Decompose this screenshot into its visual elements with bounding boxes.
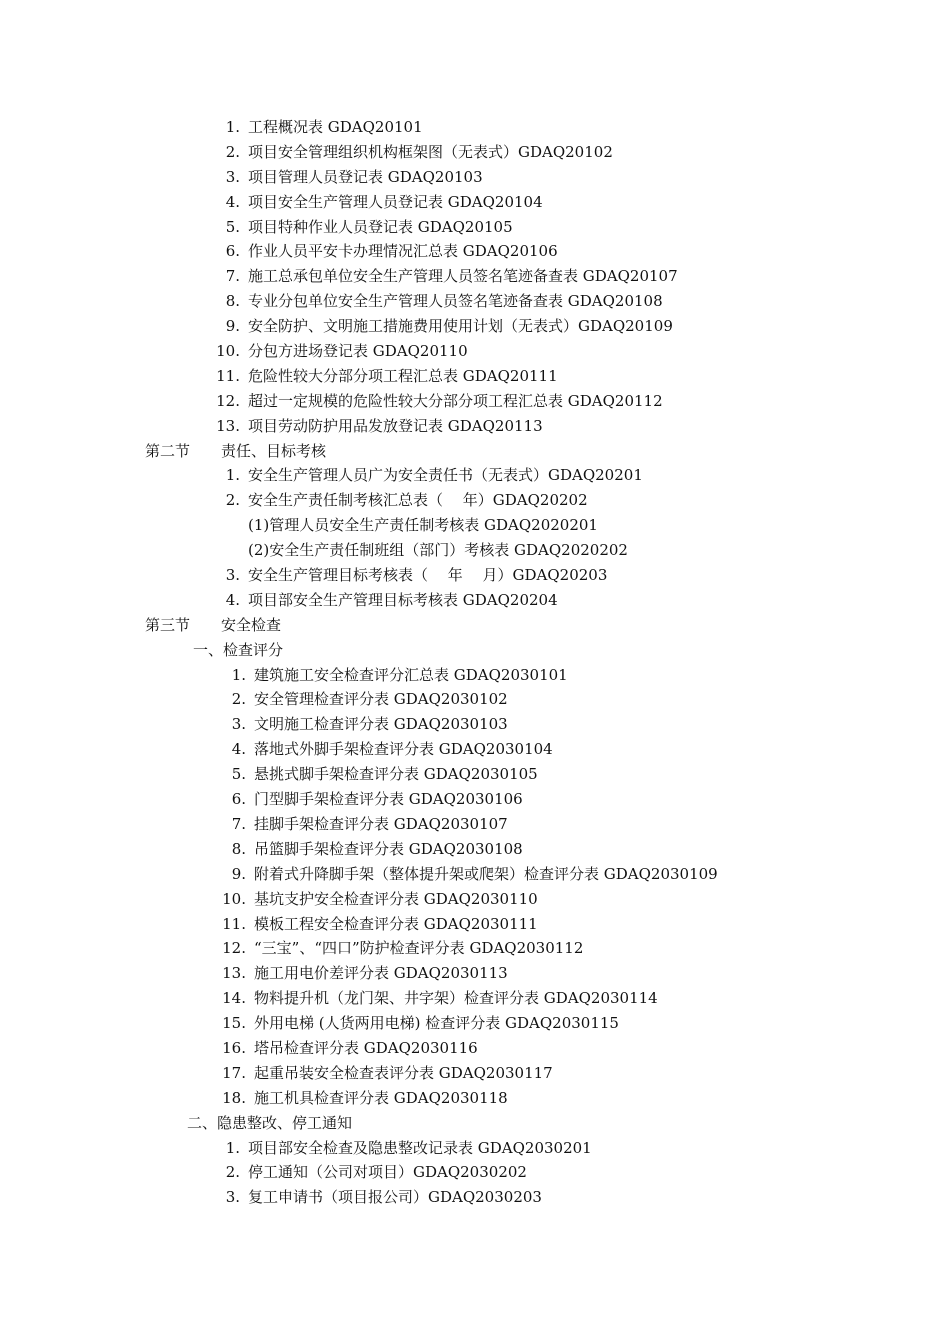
list-item <box>0 463 950 488</box>
item-number: 6. <box>225 242 240 261</box>
list-item <box>0 389 950 414</box>
list-item <box>0 264 950 289</box>
item-text: 安全生产管理目标考核表（ 年 月）GDAQ20203 <box>248 566 608 585</box>
list-item <box>0 912 950 937</box>
item-text: 危险性较大分部分项工程汇总表 GDAQ20111 <box>248 366 558 385</box>
item-number: 10. <box>222 889 246 908</box>
list-item <box>0 488 950 513</box>
item-text: 附着式升降脚手架（整体提升架或爬架）检查评分表 GDAQ2030109 <box>254 864 718 883</box>
list-item <box>0 787 950 812</box>
item-text: 施工总承包单位安全生产管理人员签名笔迹备查表 GDAQ20107 <box>248 267 678 286</box>
section-label: 第三节 <box>145 615 191 634</box>
item-number: 3. <box>231 715 246 734</box>
list-item <box>0 986 950 1011</box>
item-text: 安全生产责任制考核汇总表（ 年）GDAQ20202 <box>248 491 588 510</box>
item-number: 13. <box>216 416 240 435</box>
sub-item-text: (2)安全生产责任制班组（部门）考核表 GDAQ2020202 <box>248 541 628 560</box>
section-title: 安全检查 <box>221 615 282 634</box>
subsection-title: 一、检查评分 <box>193 640 284 659</box>
sub-item-text: (1)管理人员安全生产责任制考核表 GDAQ2020201 <box>248 516 598 535</box>
subsection-heading <box>0 638 950 663</box>
item-text: 门型脚手架检查评分表 GDAQ2030106 <box>254 790 523 809</box>
list-item <box>0 862 950 887</box>
item-number: 9. <box>225 317 240 336</box>
item-text: 挂脚手架检查评分表 GDAQ2030107 <box>254 814 508 833</box>
sub-item <box>0 538 950 563</box>
item-text: 施工用电价差评分表 GDAQ2030113 <box>254 964 508 983</box>
item-text: 安全生产管理人员广为安全责任书（无表式）GDAQ20201 <box>248 466 643 485</box>
item-text: 项目部安全生产管理目标考核表 GDAQ20204 <box>248 590 558 609</box>
item-text: 安全管理检查评分表 GDAQ2030102 <box>254 690 508 709</box>
item-number: 6. <box>231 790 246 809</box>
item-number: 1. <box>225 1138 240 1157</box>
item-text: 超过一定规模的危险性较大分部分项工程汇总表 GDAQ20112 <box>248 391 663 410</box>
item-text: 模板工程安全检查评分表 GDAQ2030111 <box>254 914 538 933</box>
list-item <box>0 737 950 762</box>
item-text: 专业分包单位安全生产管理人员签名笔迹备查表 GDAQ20108 <box>248 292 663 311</box>
item-text: 工程概况表 GDAQ20101 <box>248 118 423 136</box>
item-number: 4. <box>231 740 246 759</box>
section-title: 责任、目标考核 <box>221 441 327 460</box>
item-number: 9. <box>231 864 246 883</box>
item-text: 落地式外脚手架检查评分表 GDAQ2030104 <box>254 740 553 759</box>
list-item <box>0 1136 950 1161</box>
item-text: 复工申请书（项目报公司）GDAQ2030203 <box>248 1188 542 1207</box>
sub-item <box>0 513 950 538</box>
list-item <box>0 1086 950 1111</box>
list-item <box>0 364 950 389</box>
item-number: 3. <box>225 566 240 585</box>
item-number: 13. <box>222 964 246 983</box>
item-number: 2. <box>225 1163 240 1182</box>
list-item <box>0 1185 950 1210</box>
item-text: 项目特种作业人员登记表 GDAQ20105 <box>248 217 513 236</box>
document-body <box>0 115 950 1210</box>
item-number: 17. <box>222 1063 246 1082</box>
list-item <box>0 165 950 190</box>
item-number: 2. <box>225 491 240 510</box>
list-item <box>0 1160 950 1185</box>
item-number: 1. <box>225 466 240 485</box>
list-item <box>0 887 950 912</box>
item-number: 5. <box>231 765 246 784</box>
item-text: 项目安全管理组织机构框架图（无表式）GDAQ20102 <box>248 142 613 161</box>
item-number: 1. <box>225 118 240 136</box>
item-text: 塔吊检查评分表 GDAQ2030116 <box>254 1038 478 1057</box>
subsection-heading <box>0 1111 950 1136</box>
item-text: 起重吊装安全检查表评分表 GDAQ2030117 <box>254 1063 553 1082</box>
section-heading <box>0 613 950 638</box>
item-text: 物料提升机（龙门架、井字架）检查评分表 GDAQ2030114 <box>254 989 658 1008</box>
item-text: 悬挑式脚手架检查评分表 GDAQ2030105 <box>254 765 538 784</box>
list-item <box>0 314 950 339</box>
list-item <box>0 1011 950 1036</box>
list-item <box>0 687 950 712</box>
list-item <box>0 812 950 837</box>
subsection-title: 二、隐患整改、停工通知 <box>187 1113 353 1132</box>
list-item <box>0 339 950 364</box>
item-number: 11. <box>222 914 246 933</box>
list-item <box>0 663 950 688</box>
list-item <box>0 1036 950 1061</box>
list-item <box>0 190 950 215</box>
list-item <box>0 414 950 439</box>
list-item <box>0 712 950 737</box>
item-number: 2. <box>225 142 240 161</box>
list-item <box>0 140 950 165</box>
list-item <box>0 1061 950 1086</box>
item-number: 16. <box>222 1038 246 1057</box>
item-text: 分包方进场登记表 GDAQ20110 <box>248 342 468 361</box>
list-item <box>0 115 950 140</box>
list-item <box>0 563 950 588</box>
item-text: 项目管理人员登记表 GDAQ20103 <box>248 167 483 186</box>
item-number: 15. <box>222 1014 246 1033</box>
item-text: 作业人员平安卡办理情况汇总表 GDAQ20106 <box>248 242 558 261</box>
list-item <box>0 588 950 613</box>
item-text: 停工通知（公司对项目）GDAQ2030202 <box>248 1163 527 1182</box>
item-text: 项目安全生产管理人员登记表 GDAQ20104 <box>248 192 543 211</box>
item-text: 吊篮脚手架检查评分表 GDAQ2030108 <box>254 839 523 858</box>
item-number: 11. <box>216 366 240 385</box>
item-number: 3. <box>225 1188 240 1207</box>
item-number: 5. <box>225 217 240 236</box>
item-number: 3. <box>225 167 240 186</box>
item-number: 7. <box>231 814 246 833</box>
list-item <box>0 936 950 961</box>
item-number: 2. <box>231 690 246 709</box>
item-text: 文明施工检查评分表 GDAQ2030103 <box>254 715 508 734</box>
item-text: 项目劳动防护用品发放登记表 GDAQ20113 <box>248 416 543 435</box>
item-text: 建筑施工安全检查评分汇总表 GDAQ2030101 <box>254 665 568 684</box>
item-number: 1. <box>231 665 246 684</box>
item-text: 外用电梯 (人货两用电梯) 检查评分表 GDAQ2030115 <box>254 1014 619 1033</box>
list-item <box>0 837 950 862</box>
item-number: 14. <box>222 989 246 1008</box>
item-text: 项目部安全检查及隐患整改记录表 GDAQ2030201 <box>248 1138 592 1157</box>
item-text: 施工机具检查评分表 GDAQ2030118 <box>254 1088 508 1107</box>
item-number: 8. <box>225 292 240 311</box>
item-text: 安全防护、文明施工措施费用使用计划（无表式）GDAQ20109 <box>248 317 673 336</box>
list-item <box>0 239 950 264</box>
item-number: 12. <box>216 391 240 410</box>
list-item <box>0 762 950 787</box>
section-heading <box>0 439 950 464</box>
item-number: 4. <box>225 192 240 211</box>
item-text: “三宝”、“四口”防护检查评分表 GDAQ2030112 <box>254 939 584 958</box>
list-item <box>0 215 950 240</box>
item-number: 18. <box>222 1088 246 1107</box>
item-text: 基坑支护安全检查评分表 GDAQ2030110 <box>254 889 538 908</box>
item-number: 12. <box>222 939 246 958</box>
item-number: 4. <box>225 590 240 609</box>
section-label: 第二节 <box>145 441 191 460</box>
item-number: 7. <box>225 267 240 286</box>
list-item <box>0 961 950 986</box>
item-number: 8. <box>231 839 246 858</box>
list-item <box>0 289 950 314</box>
item-number: 10. <box>216 342 240 361</box>
